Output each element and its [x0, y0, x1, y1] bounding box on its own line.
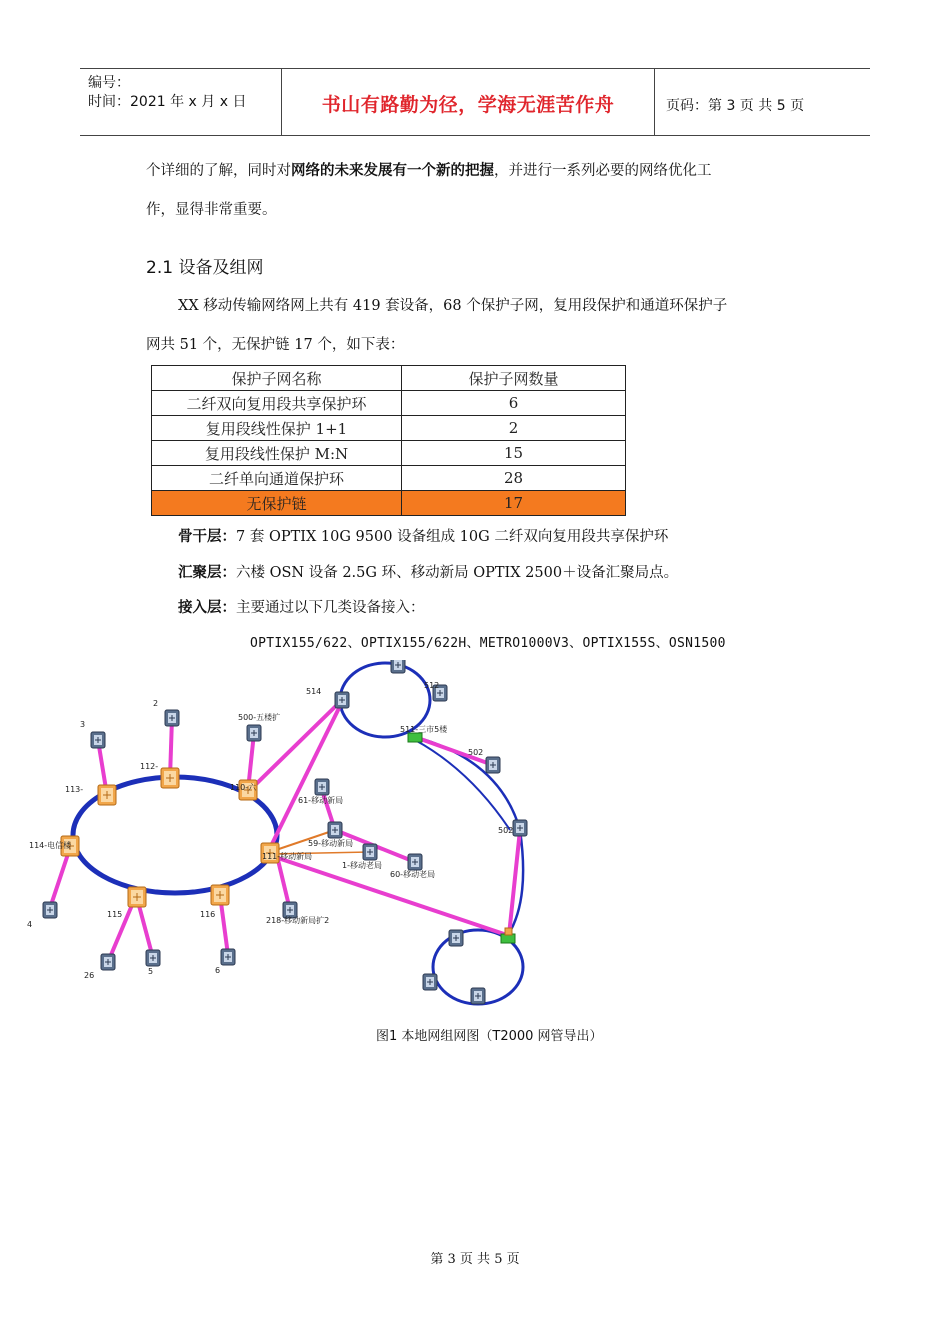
ring-node-c [471, 988, 485, 1004]
node-label: 1-移动老局 [342, 861, 382, 870]
intro-paragraph-line2: 作，显得非常重要。 [146, 202, 277, 218]
table-row [152, 441, 626, 466]
node-label: 218-移动新局扩2 [266, 916, 330, 925]
ring-node-a [449, 930, 463, 946]
node-label: 114-电信楼 [29, 841, 72, 850]
table-cell-name: 无保护链 [152, 491, 402, 516]
node-label: 512 [424, 681, 440, 690]
layer-key: 汇聚层： [178, 565, 236, 581]
node-label: 112- [140, 762, 159, 771]
node-label: 110-六 [230, 783, 257, 792]
access-layer [178, 596, 425, 617]
device-models: OPTIX155/622、OPTIX155/622H、METRO1000V3、OPTIX155S、OSN1500 [250, 636, 726, 651]
doc-number-label: 编号： [88, 75, 130, 91]
ring-node-top [391, 660, 405, 673]
node-label: 6 [215, 966, 221, 975]
node-label: 60-移动老局 [390, 870, 436, 879]
table-header-row [152, 366, 626, 391]
orange-node-small [505, 928, 512, 935]
access-node-5 [146, 950, 160, 966]
ring-link [415, 737, 523, 935]
access-node-1 [363, 844, 377, 860]
layer-text: 7 套 OPTIX 10G 9500 设备组成 10G 二纤双向复用段共享保护环 [236, 529, 669, 545]
table-row [152, 416, 626, 441]
intro-paragraph-line1 [146, 161, 712, 181]
node-label: 26 [84, 971, 95, 980]
access-node-59 [328, 822, 342, 838]
access-node-500 [247, 725, 261, 741]
layer-text: 六楼 OSN 设备 2.5G 环、移动新局 OPTIX 2500＋设备汇聚局点。 [236, 565, 679, 581]
intro-text: 个详细的了解，同时对 [146, 163, 291, 179]
network-topology-diagram [20, 660, 540, 1020]
backbone-layer [178, 525, 668, 546]
access-node-4 [43, 902, 57, 918]
node-label: 115 [107, 910, 123, 919]
node-label: 59-移动新局 [308, 839, 354, 848]
header-page-info: 页码：第 3 页 共 5 页 [666, 98, 805, 114]
table-cell-name: 复用段线性保护 M:N [152, 441, 402, 466]
node-label: 116 [200, 910, 216, 919]
node-label: 500-五楼扩 [238, 713, 281, 722]
table-cell-count: 15 [402, 441, 626, 466]
node-label: 5 [148, 967, 154, 976]
layer-key: 接入层： [178, 600, 236, 616]
section-heading: 2.1 设备及组网 [146, 258, 264, 278]
node-label: 4 [27, 920, 33, 929]
table-row [152, 466, 626, 491]
doc-date: 时间：2021 年 x 月 x 日 [88, 94, 247, 110]
header-divider [654, 68, 655, 136]
node-label: 502 [498, 826, 514, 835]
access-node-6 [221, 949, 235, 965]
green-status-badge [408, 733, 422, 742]
backbone-node-115 [128, 887, 146, 907]
table-cell-count: 28 [402, 466, 626, 491]
backbone-node-116 [211, 885, 229, 905]
access-node-26 [101, 954, 115, 970]
header-motto: 书山有路勤为径，学海无涯苦作舟 [321, 94, 615, 116]
backbone-node-112 [161, 768, 179, 788]
layer-key: 骨干层： [178, 529, 236, 545]
header-bottom-rule [80, 135, 870, 136]
node-label: 61-移动新局 [298, 796, 344, 805]
node-label: 514 [306, 687, 322, 696]
node-label: 3 [80, 720, 86, 729]
table-row-highlighted [152, 491, 626, 516]
figure-caption: 图1 本地网组网图（T2000 网管导出） [376, 1029, 603, 1044]
access-node-60 [408, 854, 422, 870]
ring-node-502 [486, 757, 500, 773]
intro-text: ，并进行一系列必要的网络优化工 [494, 163, 712, 179]
access-node-61 [315, 779, 329, 795]
access-node-2 [165, 710, 179, 726]
table-cell-name: 二纤单向通道保护环 [152, 466, 402, 491]
summary-line2: 网共 51 个，无保护链 17 个，如下表： [146, 337, 405, 353]
node-label: 502 [468, 748, 484, 757]
protection-subnet-table [151, 365, 626, 516]
node-label: 511-三市5楼 [400, 725, 448, 734]
intro-bold-text: 网络的未来发展有一个新的把握 [291, 162, 494, 179]
header-top-rule [80, 68, 870, 69]
node-label: 113- [65, 785, 84, 794]
summary-line1: XX 移动传输网络网上共有 419 套设备，68 个保护子网，复用段保护和通道环保护子 [178, 298, 728, 314]
table-header-cell: 保护子网名称 [152, 366, 402, 391]
table-cell-name: 二纤双向复用段共享保护环 [152, 391, 402, 416]
table-cell-name: 复用段线性保护 1+1 [152, 416, 402, 441]
node-label: 111-移动新局 [262, 852, 313, 861]
aggregation-layer [178, 561, 678, 582]
table-cell-count: 6 [402, 391, 626, 416]
table-row [152, 391, 626, 416]
node-label: 2 [153, 699, 159, 708]
table-cell-count: 17 [402, 491, 626, 516]
backbone-node-113 [98, 785, 116, 805]
access-node-3 [91, 732, 105, 748]
layer-text: 主要通过以下几类设备接入： [236, 600, 425, 616]
page-footer: 第 3 页 共 5 页 [430, 1252, 520, 1267]
ring-node-514 [335, 692, 349, 708]
ring-node-502b [513, 820, 527, 836]
ring-node-b [423, 974, 437, 990]
table-header-cell: 保护子网数量 [402, 366, 626, 391]
table-cell-count: 2 [402, 416, 626, 441]
